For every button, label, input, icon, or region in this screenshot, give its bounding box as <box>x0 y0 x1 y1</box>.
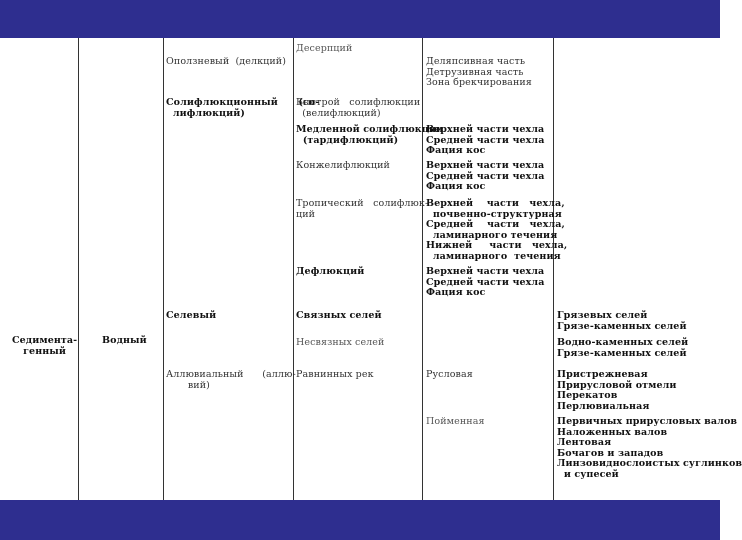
top-band <box>0 0 720 38</box>
subtype-plain-rivers: Равнинных рек <box>296 369 374 380</box>
group-water: Водный <box>102 335 147 346</box>
subfacies-channel: Пристрежневая Прирусловой отмели Перекатов Перлювиальная <box>557 369 677 412</box>
subtype-slow: Медленной солифлюкции (тардифлюкций) <box>296 124 444 146</box>
facies-group-5: Верхней части чехла Средней части чехла Фация кос <box>426 266 545 298</box>
subfacies-floodplain: Первичных прирусловых валов Наложенных валов Лентовая Бочагов и западов Линзовидноcлоистых суглинков и супесей <box>557 416 742 480</box>
subtype-tropical: Тропический солифлюк- ций <box>296 198 429 220</box>
subfacies-mudflow-2: Водно-каменных селей Грязе-каменных селей <box>557 337 689 359</box>
subtype-fast: Быстрой солифлюкции (велифлюкций) <box>296 97 421 119</box>
column-divider <box>163 38 164 500</box>
facies-channel: Русловая <box>426 369 473 380</box>
type-solifluction: Солифлюкционный (со- лифлюкций) <box>166 97 320 119</box>
type-creep: Оползневый (делкций) <box>166 56 287 67</box>
genesis-sedimentary: Седимента- генный <box>12 335 78 357</box>
column-divider <box>422 38 423 500</box>
type-mudflow: Селевый <box>166 310 217 321</box>
subfacies-mudflow-1: Грязевых селей Грязе-каменных селей <box>557 310 687 332</box>
column-divider <box>553 38 554 500</box>
facies-group-3: Верхней части чехла Средней части чехла Фация кос <box>426 160 545 192</box>
facies-floodplain: Пойменная <box>426 416 485 427</box>
facies-group-1: Деляпсивная часть Детрузивная часть Зона брекчирования <box>426 56 532 88</box>
subtype-congeli: Конжелифлюкций <box>296 160 390 171</box>
column-divider <box>78 38 79 500</box>
type-alluvial: Аллювиальный (аллю- вий) <box>166 369 296 391</box>
subtype-defluction: Дефлюкций <box>296 266 365 277</box>
facies-group-2: Верхней части чехла Средней части чехла Фация кос <box>426 124 545 156</box>
subtype-deserpy: Десерпций <box>296 43 353 54</box>
facies-group-4: Верхней части чехла, почвенно-структурная Средней части чехла, ламинарного течения Нижней части чехла, ламинарного течения <box>426 198 568 262</box>
subtype-noncohesive: Несвязных селей <box>296 337 385 348</box>
subtype-cohesive: Связных селей <box>296 310 382 321</box>
bottom-band <box>0 500 720 540</box>
